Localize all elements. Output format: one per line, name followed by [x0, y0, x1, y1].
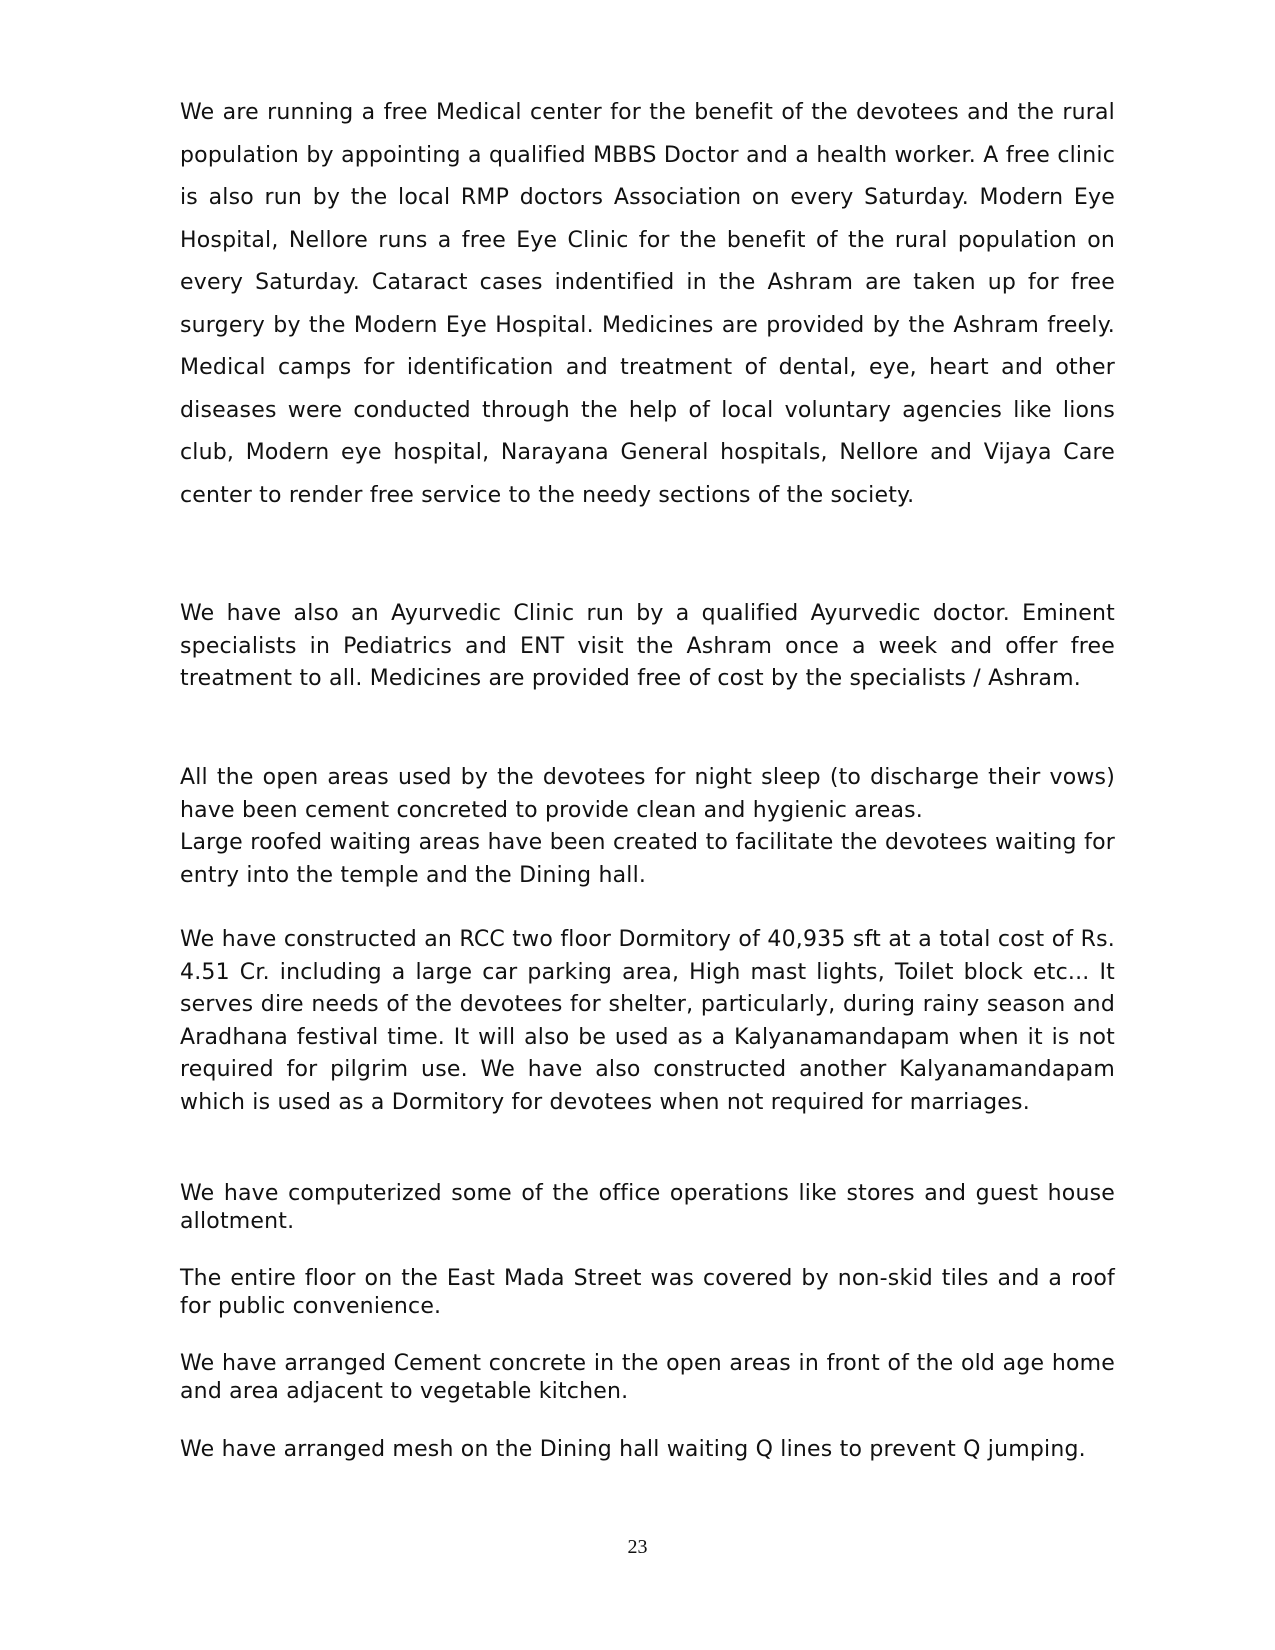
- paragraph-open-areas-line-1: All the open areas used by the devotees for night sleep (to discharge their vows) have been cement concreted to provide clean and hygienic areas.: [180, 765, 1115, 823]
- paragraph-computerized: We have computerized some of the office operations like stores and guest house allotment.: [180, 1181, 1115, 1234]
- paragraph-east-mada-street: The entire floor on the East Mada Street was covered by non-skid tiles and a roof for public convenience.: [180, 1266, 1115, 1319]
- paragraph-mesh: We have arranged mesh on the Dining hall waiting Q lines to prevent Q jumping.: [180, 1437, 1086, 1462]
- paragraph-ayurvedic-clinic: We have also an Ayurvedic Clinic run by a qualified Ayurvedic doctor. Eminent specialists in Pediatrics and ENT visit the Ashram once a week and offer free treatment to all. Medicines are provided free of cost by the specialists / Ashram.: [180, 601, 1115, 691]
- paragraph-cement-concrete: We have arranged Cement concrete in the open areas in front of the old age home and area adjacent to vegetable kitchen.: [180, 1351, 1115, 1404]
- paragraph-open-areas: [180, 762, 1115, 892]
- paragraph-medical-center: We are running a free Medical center for the benefit of the devotees and the rural population by appointing a qualified MBBS Doctor and a health worker. A free clinic is also run by the local RMP doctors Association on every Saturday. Modern Eye Hospital, Nellore runs a free Eye Clinic for the benefit of the rural population on every Saturday. Cataract cases indentified in the Ashram are taken up for free surgery by the Modern Eye Hospital. Medicines are provided by the Ashram freely. Medical camps for identification and treatment of dental, eye, heart and other diseases were conducted through the help of local voluntary agencies like lions club, Modern eye hospital, Narayana General hospitals, Nellore and Vijaya Care center to render free service to the needy sections of the society.: [180, 100, 1115, 508]
- page-number: 23: [627, 1536, 648, 1558]
- paragraph-open-areas-line-2: Large roofed waiting areas have been created to facilitate the devotees waiting for entry into the temple and the Dining hall.: [180, 830, 1115, 888]
- paragraph-dormitory: We have constructed an RCC two floor Dormitory of 40,935 sft at a total cost of Rs. 4.51 Cr. including a large car parking area, High mast lights, Toilet block etc... It serves dire needs of the devotees for shelter, particularly, during rainy season and Aradhana festival time. It will also be used as a Kalyanamandapam when it is not required for pilgrim use. We have also constructed another Kalyanamandapam which is used as a Dormitory for devotees when not required for marriages.: [180, 927, 1115, 1115]
